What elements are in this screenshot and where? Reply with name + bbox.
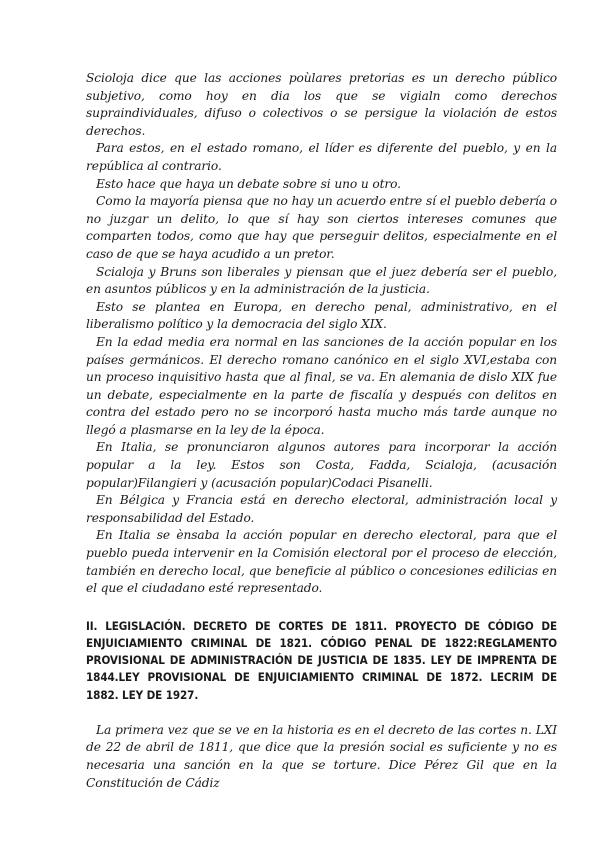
paragraph-italia-electoral: En Italia se ènsaba la acción popular en derecho electoral, para que el pueblo pueda intervenir en la Comisión electoral por el proceso de elección, también en derecho local, que beneficie al público o concesiones edilicias en el que el ciudadano esté representado. bbox=[86, 528, 557, 596]
page-body bbox=[86, 70, 557, 792]
paragraph-estado-romano: Para estos, en el estado romano, el líder es diferente del pueblo, y en la república al contrario. bbox=[86, 141, 557, 173]
paragraph-italia-autores: En Italia, se pronunciaron algunos autores para incorporar la acción popular a la ley. Estos son Costa, Fadda, Scialoja, (acusación popular)Filangieri y (acusación popular)Codaci Pisanelli. bbox=[86, 440, 557, 490]
paragraph-mayoria: Como la mayoría piensa que no hay un acuerdo entre sí el pueblo debería o no juzgar un delito, lo que sí hay son ciertos intereses comunes que comparten todos, como que hay que perseguir delitos, especialmente en el caso de que se haya acudido a un pretor. bbox=[86, 194, 557, 261]
paragraph-debate: Esto hace que haya un debate sobre si uno u otro. bbox=[96, 176, 401, 191]
paragraph-primera-vez: La primera vez que se ve en la historia es en el decreto de las cortes n. LXI de 22 de abril de 1811, que dice que la presión social es suficiente y no es necesaria una sanción en la que se torture. Dice Pérez Gil que en la Constitución de Cádiz bbox=[86, 722, 557, 790]
paragraph-edad-media: En la edad media era normal en las sanciones de la acción popular en los países germánicos. El derecho romano canónico en el siglo XVI,estaba con un proceso inquisitivo hasta que al final, se va. En alemania de dislo XIX fue un debate, especialmente en la parte de fiscalía y después con delitos en contra del estado pero no se incorporó hasta mucho más tarde aunque no llegó a plasmarse en la ley de la época. bbox=[86, 334, 557, 437]
paragraph-scialoja-bruns: Scialoja y Bruns son liberales y piensan que el juez debería ser el pueblo, en asuntos públicos y en la administración de la justicia. bbox=[86, 264, 557, 297]
paragraph-acciones-populares: Scioloja dice que las acciones poùlares pretorias es un derecho público subjetivo, como hoy en dia los que se vigialn como derechos supraindividuales, difuso o colectivos o se persigue la violación de estos derechos. bbox=[86, 71, 557, 138]
section-heading-legislacion: II. LEGISLACIÓN. DECRETO DE CORTES DE 1811. PROYECTO DE CÓDIGO DE ENJUICIAMIENTO CRIMINAL DE 1821. CÓDIGO PENAL DE 1822:REGLAMENTO PROVISIONAL DE ADMINISTRACIÓN DE JUSTICIA DE 1835. LEY DE IMPRENTA DE 1844.LEY PROVISIONAL DE ENJUICIAMIENTO CRIMINAL DE 1872. LECRIM DE 1882. LEY DE 1927. bbox=[86, 618, 557, 702]
paragraph-belgica-francia: En Bélgica y Francia está en derecho electoral, administración local y responsabilidad del Estado. bbox=[86, 493, 557, 525]
paragraph-europa: Esto se plantea en Europa, en derecho penal, administrativo, en el liberalismo político y la democracia del siglo XIX. bbox=[86, 299, 557, 332]
